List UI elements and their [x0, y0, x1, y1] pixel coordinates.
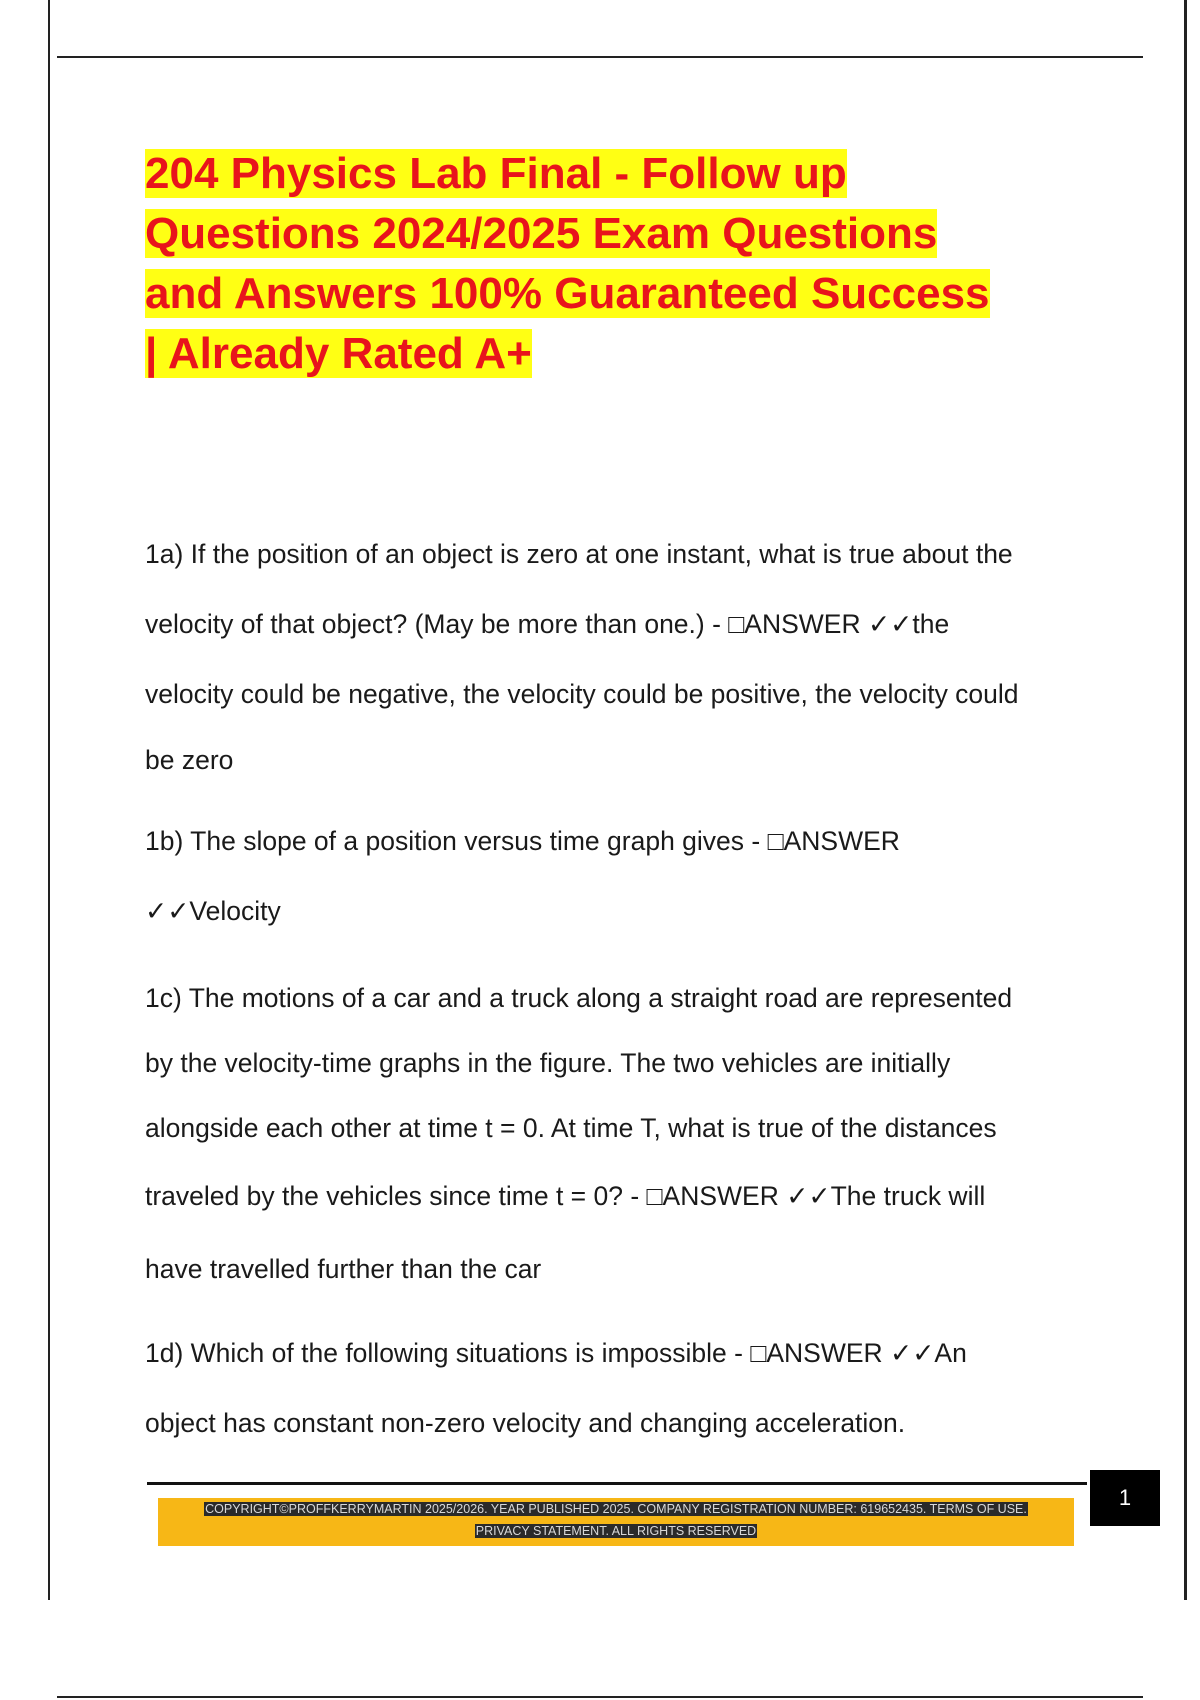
- page-border-left: [48, 0, 50, 1600]
- footer-rule: [147, 1482, 1087, 1485]
- question-1a-line: velocity of that object? (May be more than one.) - □ANSWER ✓✓the: [145, 609, 950, 639]
- document-title: [145, 144, 1085, 384]
- copyright-line: COPYRIGHT©PROFFKERRYMARTIN 2025/2026. YEAR PUBLISHED 2025. COMPANY REGISTRATION NUMBER: 619652435. TERMS OF USE.: [205, 1502, 1027, 1516]
- title-line: | Already Rated A+: [145, 329, 532, 378]
- question-1d-line: 1d) Which of the following situations is impossible - □ANSWER ✓✓An: [145, 1338, 967, 1368]
- question-1c-line: have travelled further than the car: [145, 1254, 542, 1284]
- page-number: 1: [1090, 1470, 1160, 1526]
- copyright-footer: [158, 1498, 1074, 1546]
- question-1a-line: be zero: [145, 745, 234, 775]
- question-1a-line: velocity could be negative, the velocity could be positive, the velocity could: [145, 679, 1019, 709]
- question-1b-line: ✓✓Velocity: [145, 896, 281, 926]
- title-line: 204 Physics Lab Final - Follow up: [145, 149, 847, 198]
- question-1c-line: traveled by the vehicles since time t = 0? - □ANSWER ✓✓The truck will: [145, 1181, 986, 1211]
- next-page-rule: [57, 1696, 1143, 1698]
- question-1a-line: 1a) If the position of an object is zero at one instant, what is true about the: [145, 539, 1013, 569]
- title-line: and Answers 100% Guaranteed Success: [145, 269, 990, 318]
- header-rule: [57, 56, 1143, 58]
- question-1c-line: 1c) The motions of a car and a truck along a straight road are represented: [145, 983, 1013, 1013]
- question-1c-line: by the velocity-time graphs in the figure. The two vehicles are initially: [145, 1048, 951, 1078]
- question-1d-line: object has constant non-zero velocity and changing acceleration.: [145, 1408, 906, 1438]
- copyright-line: PRIVACY STATEMENT. ALL RIGHTS RESERVED: [475, 1524, 757, 1538]
- title-line: Questions 2024/2025 Exam Questions: [145, 209, 938, 258]
- page-border-right: [1184, 0, 1187, 1600]
- question-1c-line: alongside each other at time t = 0. At time T, what is true of the distances: [145, 1113, 997, 1143]
- question-1b-line: 1b) The slope of a position versus time graph gives - □ANSWER: [145, 826, 900, 856]
